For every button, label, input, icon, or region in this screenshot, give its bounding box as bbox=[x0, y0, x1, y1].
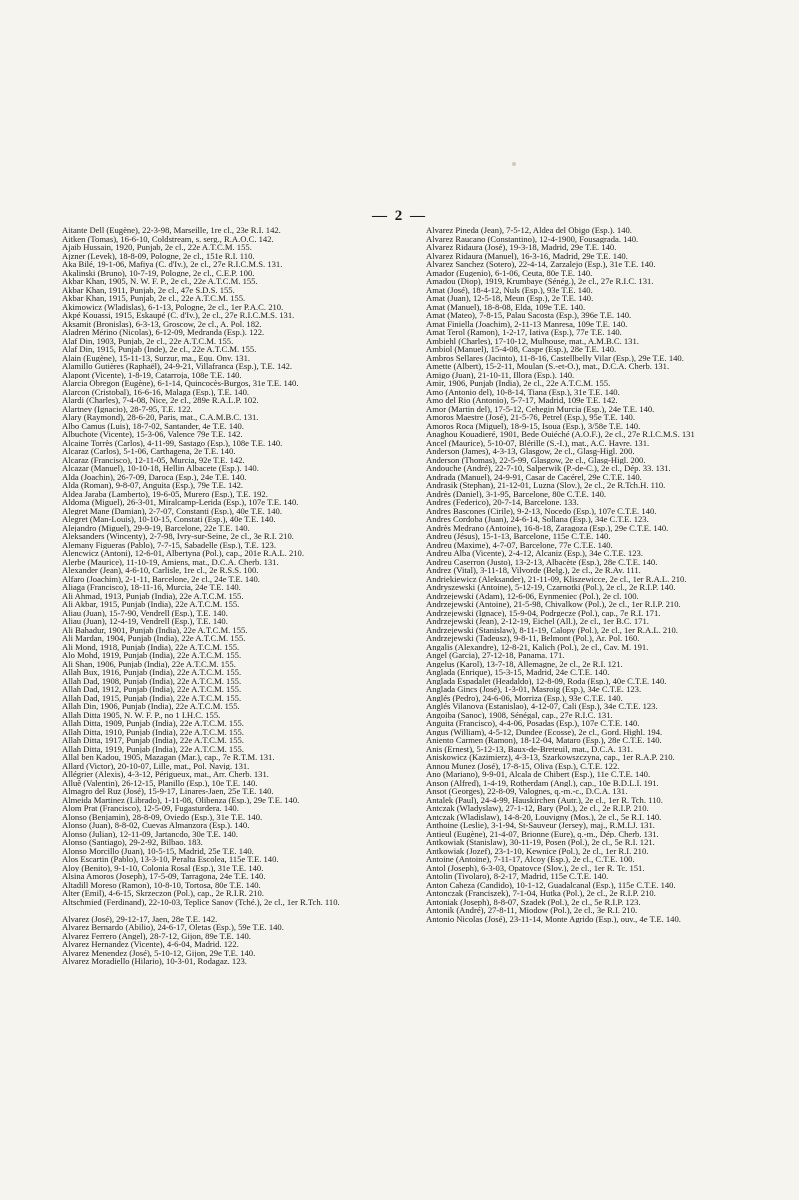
directory-entry: Altadill Moreso (Ramon), 10-8-10, Tortosa, 80e T.E. 140. bbox=[62, 880, 261, 889]
directory-entry: Ancel (Maurice), 5-10-07, Blérille (S.-I.), mat., A.C. Havre. 131. bbox=[426, 438, 650, 447]
paper-spot bbox=[512, 162, 516, 166]
directory-entry: Alonso (Julian), 12-11-09, Jartancdo, 30e T.E. 140. bbox=[62, 829, 238, 838]
directory-entry: Allah Din, 1906, Punjab (India), 22e A.T.C.M. 155. bbox=[62, 702, 240, 711]
directory-entry: Alvarez Menendez (José), 5-10-12, Gijon, 29e T.E. 140. bbox=[62, 948, 256, 957]
directory-entry: Akpé Kouassi, 1915, Eskaupé (C. d'Iv.), 2e cl., 27e R.I.C.M.S. 131. bbox=[62, 311, 295, 320]
directory-entry: Albo Camus (Luis), 18-7-02, Santander, 4e T.E. 140. bbox=[62, 421, 244, 430]
directory-entry: Aldea Jaraba (Lamberto), 19-6-05, Murero (Esp.), T.E. 192. bbox=[62, 489, 268, 498]
directory-entry: Alsina Amoros (Joseph), 17-5-09, Tarragona, 24e T.E. 140. bbox=[62, 872, 266, 881]
left-column bbox=[62, 226, 424, 966]
directory-entry: Amir, 1906, Punjab (India), 2e cl., 22e A.T.C.M. 155. bbox=[426, 379, 611, 388]
directory-entry: Alonso (Juan), 8-8-02, Cuevas Almanzora (Esp.). 140. bbox=[62, 821, 250, 830]
directory-entry: Ali Mond, 1918, Punjab (India), 22e A.T.C.M. 155. bbox=[62, 642, 240, 651]
directory-entry: Allah Ditta, 1919, Punjab (India), 22e A.T.C.M. 155. bbox=[62, 744, 244, 753]
right-column bbox=[426, 226, 788, 923]
directory-entry: Anderson (James), 4-3-13, Glasgow, 2e cl., Glasg-Higl. 200. bbox=[426, 447, 635, 456]
directory-entry: Anglés Vilanova (Estanislao), 4-12-07, Cali (Esp.), 34e C.T.E. 123. bbox=[426, 702, 658, 711]
directory-entry: Angalis (Alexandre), 12-8-21, Kalich (Pol.), 2e cl., Cav. M. 191. bbox=[426, 642, 649, 651]
directory-entry: Andrzejewski (Tadeusz), 9-8-11, Belmont (Pol.), Ar. Pol. 160. bbox=[426, 634, 640, 643]
directory-entry: Anderson (Thomas), 22-5-99, Glasgow, 2e cl., Glasg-Higl. 200. bbox=[426, 455, 646, 464]
directory-entry: Alonso Morcillo (Juan), 10-5-15, Madrid, 25e T.E. 140. bbox=[62, 846, 254, 855]
directory-entry: Amoros Maestre (José), 21-5-76, Petrel (Esp.), 95e T.E. 140. bbox=[426, 413, 635, 422]
directory-entry: Allah Dad, 1915, Punjab (India), 22e A.T.C.M. 155. bbox=[62, 693, 242, 702]
directory-entry: Alcazar (Manuel), 10-10-18, Hellin Albacete (Esp.). 140. bbox=[62, 464, 259, 473]
directory-entry: Akimowicz (Wladislas), 6-1-13, Pologne, 2e cl., 1er P.A.C. 210. bbox=[62, 302, 284, 311]
directory-entry: Alcaraz (Francisco), 12-11-05, Murcia, 92e T.E. 142. bbox=[62, 455, 245, 464]
directory-entry: Alfaro (Joachim), 2-1-11, Barcelone, 2e cl., 24e T.E. 140. bbox=[62, 574, 260, 583]
directory-entry: Alexander (Jean), 4-6-10, Carlisle, 1re cl., 2e R.S.S. 100. bbox=[62, 566, 259, 575]
directory-entry: Andreu Alba (Vicente), 2-4-12, Alcaniz (Esp.), 34e C.T.E. 123. bbox=[426, 549, 643, 558]
directory-entry: Alom Prat (Francisco), 12-5-09, Fugasturdera. 140. bbox=[62, 804, 239, 813]
directory-entry: Allah Bux, 1916, Punjab (India), 22e A.T.C.M. 155. bbox=[62, 668, 242, 677]
directory-entry: Alvarez Raucano (Constantino), 12-4-1900, Fousagrada. 140. bbox=[426, 234, 639, 243]
directory-entry: Amo (Antonio del), 10-8-14, Tiana (Esp.), 31e T.E. 140. bbox=[426, 387, 620, 396]
directory-entry: Alos Escartin (Pablo), 13-3-10, Peralta Escolea, 115e T.E. 140. bbox=[62, 855, 279, 864]
directory-entry: Alain (Eugène), 15-11-13, Surzur, ma., Equ. Onv. 131. bbox=[62, 353, 251, 362]
directory-entry: Alvarez (José), 29-12-17, Jaen, 28e T.E. 142. bbox=[62, 914, 218, 923]
directory-entry: Alencwicz (Antoni), 12-6-01, Albertyna (Pol.), cap., 201e R.A.L. 210. bbox=[62, 549, 305, 558]
directory-entry: Amigo (Juan), 21-10-11, Illora (Esp.). 140. bbox=[426, 370, 575, 379]
directory-entry: Andrasik (Stephan), 21-12-01, Luzna (Slov.), 2e cl., 2e R.Tch.H. 110. bbox=[426, 481, 666, 490]
directory-entry: Andrès (Daniel), 3-1-95, Barcelone, 80e C.T.E. 140. bbox=[426, 489, 607, 498]
directory-entry: Andrzejewski (Stanislaw), 8-11-19, Calopy (Pol.), 2e cl., 1er R.A.L. 210. bbox=[426, 625, 678, 634]
directory-entry: Albuchote (Vicente), 15-3-06, Valence 79e T.E. 142. bbox=[62, 430, 243, 439]
directory-entry: Antolin (Tivolaro), 8-2-17, Madrid, 115e C.T.E. 140. bbox=[426, 872, 609, 881]
directory-entry: Akbar Khan, 1905, N. W. F. P., 2e cl., 22e A.T.C.M. 155. bbox=[62, 277, 258, 286]
directory-entry: Allah Dad, 1908, Punjab (India), 22e A.T.C.M. 155. bbox=[62, 676, 242, 685]
directory-entry: Alda (Roman), 9-8-07, Anguita (Esp.), 79e T.E. 142. bbox=[62, 481, 244, 490]
page-number: — 2 — bbox=[372, 208, 427, 224]
directory-entry: Alcaine Torrès (Carlos), 4-11-99, Sastago (Esp.), 108e T.E. 140. bbox=[62, 438, 283, 447]
directory-entry: Alegret Mane (Damian), 2-7-07, Constanti (Esp.), 40e T.E. 140. bbox=[62, 506, 282, 515]
directory-entry: Amat Terol (Ramon), 1-2-17, Iativa (Esp.), 77e T.E. 140. bbox=[426, 328, 622, 337]
directory-entry: Alerbe (Maurice), 11-10-19, Amiens, mat., D.C.A. Cherb. 131. bbox=[62, 557, 279, 566]
directory-entry: Andrzejewski (Jean), 2-12-19, Eichel (All.), 2e cl., 1er B.C. 171. bbox=[426, 617, 649, 626]
directory-entry: Ali Ahmad, 1913, Punjab (India), 22e A.T.C.M. 155. bbox=[62, 591, 244, 600]
directory-entry: Alary (Raymond), 28-6-20, Paris, mat., C.A.M.B.C. 131. bbox=[62, 413, 259, 422]
directory-entry: Alcaraz (Carlos), 5-1-06, Carthagena, 2e T.E. 140. bbox=[62, 447, 236, 456]
directory-entry: Alaf Din, 1915, Punjab (Inde), 2e cl., 22e A.T.C.M. 155. bbox=[62, 345, 257, 354]
directory-entry: Amor (Martin del), 17-5-12, Cehegin Murcia (Esp.), 24e T.E. 140. bbox=[426, 404, 655, 413]
directory-entry: Allégrier (Alexis), 4-3-12, Périgueux, mat., Arr. Cherb. 131. bbox=[62, 770, 269, 779]
directory-entry: Antonio Nicolas (José), 23-11-14, Monte Agrido (Esp.), ouv., 4e T.E. 140. bbox=[426, 914, 681, 923]
directory-entry: Allard (Victor), 20-10-07, Lille, mat., Pol. Navig. 131. bbox=[62, 761, 250, 770]
directory-entry: Antczak (Wladislaw), 14-8-20, Louvigny (Mos.), 2e cl., 5e R.I. 140. bbox=[426, 812, 662, 821]
directory-entry: Ansot (Georges), 22-8-09, Valognes, q.-m.-c., D.C.A. 131. bbox=[426, 787, 628, 796]
directory-entry: Aliau (Juan), 12-4-19, Vendrell (Esp.), T.E. 140. bbox=[62, 617, 228, 626]
directory-entry: Andrzejewski (Ignace), 15-9-04, Podrgecze (Pol.), cap., 7e R.I. 171. bbox=[426, 608, 661, 617]
directory-entry: Amette (Albert), 15-2-11, Moulan (S.-et-O.), mat., D.C.A. Cherb. 131. bbox=[426, 362, 670, 371]
directory-entry: Angoiba (Sanoc), 1908, Sénégal, cap., 27e R.I.C. 131. bbox=[426, 710, 613, 719]
directory-entry: Andreu Caserron (Justo), 13-2-13, Albacète (Esp.), 28e C.T.E. 140. bbox=[426, 557, 658, 566]
directory-entry: Amat (Mateo), 7-8-15, Palau Sacosta (Esp.), 396e T.E. 140. bbox=[426, 311, 632, 320]
directory-entry: Amador (Eugenio), 6-1-06, Ceuta, 80e T.E. 140. bbox=[426, 268, 593, 277]
directory-entry: Ali Bahadur, 1901, Punjab (India), 22e A.T.C.M. 155. bbox=[62, 625, 248, 634]
directory-entry: Andryszewski (Antoine), 5-12-19, Czarnotki (Pol.), 2e cl., 2e R.I.P. 140. bbox=[426, 583, 676, 592]
directory-entry: Alonso (Benjamin), 28-8-09, Oviedo (Esp.), 31e T.E. 140. bbox=[62, 812, 263, 821]
directory-entry: Alardi (Charles), 7-4-08, Nice, 2e cl., 289e R.A.L.P. 102. bbox=[62, 396, 259, 405]
directory-entry: Aitken (Tomas), 16-6-10, Coldstream, s. serg., R.A.O.C. 142. bbox=[62, 234, 274, 243]
directory-entry: Anglada (Enrique), 15-3-15, Madrid, 24e C.T.E. 140. bbox=[426, 668, 610, 677]
directory-entry: Andriekiewicz (Aleksander), 21-11-09, Kliszewicce, 2e cl., 1er R.A.L. 210. bbox=[426, 574, 687, 583]
directory-entry: Alvarez Ridaura (José), 19-3-18, Madrid, 29e T.E. 140. bbox=[426, 243, 617, 252]
directory-entry: Ajzner (Levek), 18-8-09, Pologne, 2e cl., 151e R.I. 110. bbox=[62, 251, 255, 260]
directory-entry: Andrzejewski (Adam), 12-6-06, Eynmeniec (Pol.), 2e cl. 100. bbox=[426, 591, 639, 600]
directory-entry: Alvarez Sanchez (Sotero), 22-4-14, Zarzalejo (Esp.), 31e T.E. 140. bbox=[426, 260, 656, 269]
directory-entry: Aniento Carmen (Ramon), 18-12-04, Mataro (Esp.), 28e C.T.E. 140. bbox=[426, 736, 662, 745]
directory-entry: Antoniak (Joseph), 8-8-07, Szadek (Pol.), 2e cl., 5e R.I.P. 123. bbox=[426, 897, 641, 906]
directory-entry: Allah Ditta, 1910, Punjab (India), 22e A.T.C.M. 155. bbox=[62, 727, 244, 736]
directory-entry: Akalinski (Bruno), 10-7-19, Pologne, 2e cl., C.E.P. 100. bbox=[62, 268, 255, 277]
directory-entry: Almeida Martinez (Librado), 1-11-08, Olibenza (Esp.), 29e T.E. 140. bbox=[62, 795, 300, 804]
directory-entry: Alvarez Bernardo (Abilio), 24-6-17, Oletas (Esp.), 59e T.E. 140. bbox=[62, 923, 284, 932]
directory-entry: Alejandro (Miguel), 29-9-19, Barcelone, 22e T.E. 140. bbox=[62, 523, 250, 532]
directory-entry: Aldoma (Miguel), 26-3-01, Miralcamp-Lerida (Esp.), 107e T.E. 140. bbox=[62, 498, 299, 507]
directory-entry: Andres (Federico), 20-7-14, Barcelone. 133. bbox=[426, 498, 579, 507]
directory-entry: Ali Shan, 1906, Punjab (India), 22e A.T.C.M. 155. bbox=[62, 659, 236, 668]
directory-entry: Amadou (Diop), 1919, Krumbaye (Sénég.), 2e cl., 27e R.I.C. 131. bbox=[426, 277, 654, 286]
directory-entry: Alluê (Valentin), 26-12-15, Planillo (Esp.), 10e T.E. 140. bbox=[62, 778, 258, 787]
directory-entry: Aliaga (Francisco), 18-11-16, Murcia, 24e T.E. 140. bbox=[62, 583, 241, 592]
directory-entry: Antalek (Paul), 24-4-99, Hauskirchen (Autr.), 2e cl., 1er R. Tch. 110. bbox=[426, 795, 663, 804]
directory-entry: Amoros Roca (Miguel), 18-9-15, Isoua (Esp.), 3/58e T.E. 140. bbox=[426, 421, 641, 430]
directory-entry: Aniskowicz (Kazimierz), 4-3-13, Szarkowszczyna, cap., 1er R.A.P. 210. bbox=[426, 753, 675, 762]
directory-entry: Akbar Khan, 1911, Punjab, 2e cl., 47e S.D.S. 155. bbox=[62, 285, 235, 294]
directory-entry: Andrzejewski (Antoine), 21-5-98, Chivalkow (Pol.), 2e cl., 1er R.I.P. 210. bbox=[426, 600, 681, 609]
directory-entry: Alter (Emil), 4-6-15, Skrzeczon (Pol.), cap., 2e R.I.R. 210. bbox=[62, 889, 264, 898]
directory-entry: Andreu (Maxime), 4-7-07, Barcelone, 77e C.T.E. 140. bbox=[426, 540, 613, 549]
directory-entry: Antol (Joseph), 6-3-03, Opatovce (Slov.), 2e cl., 1er R. Tc. 151. bbox=[426, 863, 645, 872]
directory-entry: Aksamit (Bronislas), 6-3-13, Groscow, 2e cl., A. Pol. 182. bbox=[62, 319, 262, 328]
directory-entry: Alvarez Ridaura (Manuel), 16-3-16, Madrid, 29e T.E. 140. bbox=[426, 251, 628, 260]
directory-entry: Alartney (Ignacio), 28-7-95, T.E. 122. bbox=[62, 404, 193, 413]
directory-entry: Allah Ditta, 1917, Punjab (India), 22e A.T.C.M. 155. bbox=[62, 736, 244, 745]
directory-entry: Alarcon (Cristobal), 16-6-16, Malaga (Esp.), T.E. 140. bbox=[62, 387, 250, 396]
directory-entry: Angelus (Karol), 13-7-18, Allemagne, 2e cl., 2e R.I. 121. bbox=[426, 659, 623, 668]
directory-entry: Amo del Rio (Antonio), 5-7-17, Madrid, 109e T.E. 142. bbox=[426, 396, 618, 405]
directory-entry: Allal ben Kadou, 1905, Mazagan (Mar.), cap., 7e R.T.M. 131. bbox=[62, 753, 275, 762]
directory-entry: Amat Finiella (Joachim), 2-11-13 Manresa, 109e T.E. 140. bbox=[426, 319, 628, 328]
directory-entry: Angus (William), 4-5-12, Dundee (Ecosse), 2e cl., Gord. Highl. 194. bbox=[426, 727, 663, 736]
directory-entry: Alvarez Pineda (Jean), 7-5-12, Aldea del Obigo (Esp.). 140. bbox=[426, 226, 632, 235]
directory-entry: Allah Ditta 1905, N. W. F. P., no 1 I.H.C. 155. bbox=[62, 710, 221, 719]
directory-entry: Amat (José), 18-4-12, Nuls (Esp.), 93e T.E. 140. bbox=[426, 285, 593, 294]
directory-entry: Akbar Khan, 1915, Punjab, 2e cl., 22e A.T.C.M. 155. bbox=[62, 294, 246, 303]
directory-entry: Aitante Dell (Eugène), 22-3-98, Marseille, 1re cl., 23e R.I. 142. bbox=[62, 226, 281, 235]
directory-entry: Anglada Gincs (José), 1-3-01, Masroig (Esp.), 34e C.T.E. 123. bbox=[426, 685, 642, 694]
directory-entry: Alarcia Obregon (Eugène), 6-1-14, Quincocès-Burgos, 31e T.E. 140. bbox=[62, 379, 299, 388]
directory-entry: Aloy (Benito), 9-1-10, Colonia Rosal (Esp.), 31e T.E. 140. bbox=[62, 863, 264, 872]
directory-entry: Anguita (Francisco), 4-4-06, Posadas (Esp.), 107e C.T.E. 140. bbox=[426, 719, 640, 728]
directory-entry: Andrès Medrano (Antoine), 16-8-18, Zaragoza (Esp.), 29e C.T.E. 140. bbox=[426, 523, 669, 532]
directory-entry: Aleksanders (Wincenty), 2-7-98, Ivry-sur-Seine, 2e cl., 3e R.I. 210. bbox=[62, 532, 294, 541]
directory-entry: Alonso (Santiago), 29-2-92, Bilbao. 183. bbox=[62, 838, 203, 847]
directory-entry: Antkowiak (Jozef), 23-1-10, Kewnice (Pol.), 2e cl., 1er R.I. 210. bbox=[426, 846, 649, 855]
directory-entry: Alegret (Man-Louis), 10-10-15, Constati (Esp.), 40e T.E. 140. bbox=[62, 515, 276, 524]
directory-entry: Ajaib Hussain, 1920, Punjab, 2e cl., 22e A.T.C.M. 155. bbox=[62, 243, 252, 252]
directory-entry: Anton Caheza (Candido), 10-1-12, Guadalcanal (Esp.), 115e C.T.E. 140. bbox=[426, 880, 676, 889]
directory-entry: Altschmied (Ferdinand), 22-10-03, Teplice Sanov (Tché.), 2e cl., 1er R.Tch. 110. bbox=[62, 897, 340, 907]
directory-entry: Anthoine (Leslie), 3-1-94, St-Sauveur (Jersey), maj., R.M.I.J. 131. bbox=[426, 821, 655, 830]
directory-entry: Allah Ditta, 1909, Punjab (India), 22e A.T.C.M. 155. bbox=[62, 719, 244, 728]
directory-entry: Anson (Alfred), 1-4-19, Rotherdam (Angl.), cap., 10e B.D.L.I. 191. bbox=[426, 778, 659, 787]
directory-entry: Almagro del Ruz (José), 15-9-17, Linares-Jaen, 25e T.E. 140. bbox=[62, 787, 274, 796]
directory-entry: Alemany Figueras (Pablo), 7-7-15, Sabadelle (Esp.), T.E. 123. bbox=[62, 540, 276, 549]
directory-entry: Amat (Juan), 12-5-18, Meun (Esp.), 2e T.E. 140. bbox=[426, 294, 594, 303]
directory-entry: Antoine (Antoine), 7-11-17, Alcoy (Esp.), 2e cl., C.T.E. 100. bbox=[426, 855, 635, 864]
directory-entry: Ambros Sellares (Jacinto), 11-8-16, Castellbelly Vilar (Esp.), 29e T.E. 140. bbox=[426, 353, 684, 362]
directory-entry: Allah Dad, 1912, Punjab (India), 22e A.T.C.M. 155. bbox=[62, 685, 242, 694]
directory-entry: Andres Bascones (Cirile), 9-2-13, Nocedo (Esp.), 107e C.T.E. 140. bbox=[426, 506, 657, 515]
directory-entry: Amat (Manuel), 18-8-08, Elda, 109e T.E. 140. bbox=[426, 302, 586, 311]
directory-entry: Anglés (Pedro), 24-6-06, Morriza (Esp.), 93e C.T.E. 140. bbox=[426, 693, 623, 702]
directory-entry: Antonczak (Franciszek), 7-1-04, Hutka (Pol.), 2e cl., 2e R.I.P. 210. bbox=[426, 889, 656, 898]
directory-entry: Alda (Joachin), 26-7-09, Daroca (Esp.), 24e T.E. 140. bbox=[62, 472, 247, 481]
directory-entry: Angel (Garcia), 27-12-18, Panama. 171. bbox=[426, 651, 565, 660]
directory-entry: Anis (Ernest), 5-12-13, Baux-de-Breteuil, mat., D.C.A. 131. bbox=[426, 744, 633, 753]
directory-entry: Annou Munez (José), 17-8-15, Oliva (Esp.), C.T.E. 122. bbox=[426, 761, 620, 770]
directory-entry: Andrada (Manuel), 24-9-91, Casar de Cacérel, 29e C.T.E. 140. bbox=[426, 472, 642, 481]
directory-entry: Antonik (André), 27-8-11, Miodow (Pol.), 2e cl., 3e R.I. 210. bbox=[426, 906, 638, 915]
directory-entry: Andres Cordoba (Juan), 24-6-14, Sollana (Esp.), 34e C.T.E. 123. bbox=[426, 515, 649, 524]
directory-entry: Alvarez Hernandez (Vicente), 4-6-04, Madrid. 122. bbox=[62, 940, 239, 949]
directory-entry: Andreu (Jésus), 15-1-13, Barcelone, 115e C.T.E. 140. bbox=[426, 532, 611, 541]
directory-entry: Antczak (Wladyslaw), 27-1-12, Bary (Pol.), 2e cl., 2e R.I.P. 210. bbox=[426, 804, 649, 813]
directory-entry: Ambiol (Manuel), 15-4-08, Caspe (Esp.), 28e T.E. 140. bbox=[426, 345, 617, 354]
directory-entry: Alo Mohd, 1919, Punjab (India), 22e A.T.C.M. 155. bbox=[62, 651, 242, 660]
directory-entry: Alapont (Vicente), 1-8-19, Catarroja, 108e T.E. 140. bbox=[62, 370, 242, 379]
directory-entry: Ambiehl (Charles), 17-10-12, Mulhouse, mat., A.M.B.C. 131. bbox=[426, 336, 639, 345]
directory-entry: Alvarez Ferrero (Angel), 28-7-12, Gijon, 89e T.E. 140. bbox=[62, 931, 251, 940]
directory-entry: Aliau (Juan), 15-7-90, Vendrell (Esp.), T.E. 140. bbox=[62, 608, 228, 617]
directory-entry: Ali Mardan, 1904, Punjab (India), 22e A.T.C.M. 155. bbox=[62, 634, 246, 643]
directory-entry: Alvarez Moradiello (Hilario), 10-3-01, Rodagaz. 123. bbox=[62, 957, 247, 966]
directory-entry: Andrez (Vital), 3-11-18, Vilvorde (Belg.), 2e cl., 2e R.Av. 111. bbox=[426, 566, 641, 575]
directory-entry: Alaf Din, 1903, Punjab, 2e cl., 22e A.T.C.M. 155. bbox=[62, 336, 234, 345]
directory-entry: Aladren Mérino (Nicolas), 6-12-09, Medranda (Esp.). 122. bbox=[62, 328, 265, 337]
directory-entry: Andouche (André), 22-7-10, Salperwik (P.-de-C.), 2e cl., Dép. 33. 131. bbox=[426, 464, 671, 473]
directory-entry: Antieul (Eugène), 21-4-07, Brionne (Eure), q.-m., Dép. Cherb. 131. bbox=[426, 829, 659, 838]
directory-entry: Alamillo Gutières (Raphaël), 24-9-21, Villafranca (Esp.), T.E. 142. bbox=[62, 362, 293, 371]
directory-entry: Anaghou Kouadieré, 1901, Bede Ouiéché (A.O.F.), 2e cl., 27e R.I.C.M.S. 131 bbox=[426, 430, 695, 439]
directory-entry: Aka Bilé, 19-1-06, Mafiya (C. d'Iv.), 2e cl., 27e R.I.C.M.S. 131. bbox=[62, 260, 283, 269]
directory-entry: Ano (Mariano), 9-9-01, Alcala de Chibert (Esp.), 11e C.T.E. 140. bbox=[426, 770, 651, 779]
directory-entry: Ali Akbar, 1915, Punjab (India), 22e A.T.C.M. 155. bbox=[62, 600, 240, 609]
directory-entry: Anglada Espadalet (Headaldo), 12-8-09, Roda (Esp.), 40e C.T.E. 140. bbox=[426, 676, 667, 685]
directory-entry: Antkowiak (Stanislaw), 30-11-19, Posen (Pol.), 2e cl., 5e R.I. 121. bbox=[426, 838, 655, 847]
